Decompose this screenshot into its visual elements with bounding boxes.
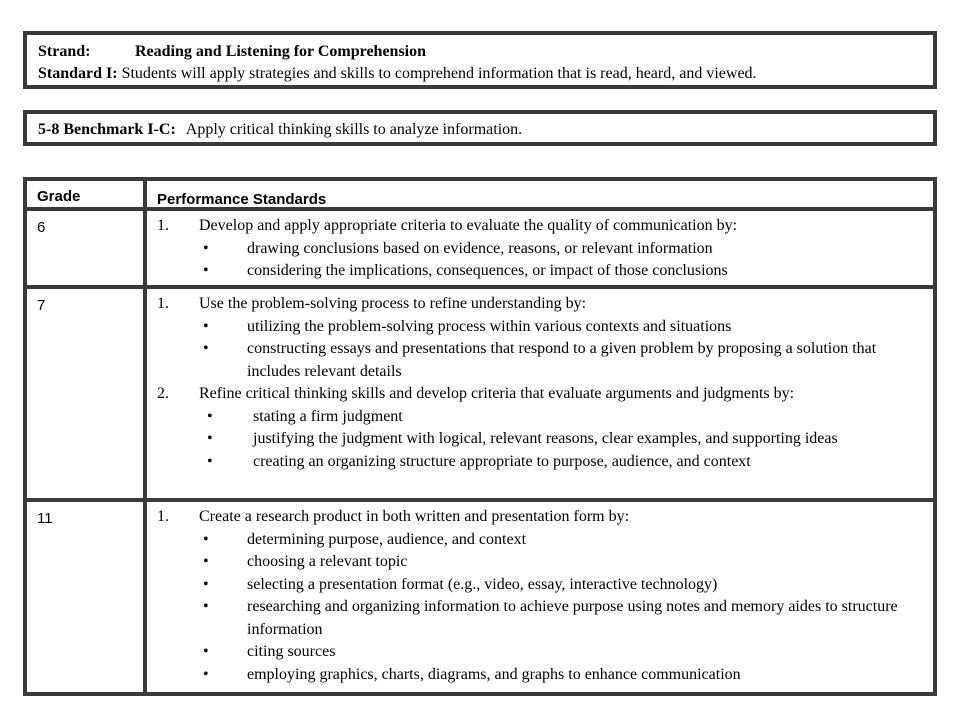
grade-cell: 7 (23, 289, 143, 498)
grade-cell: 6 (23, 211, 143, 285)
strand-line (38, 41, 923, 63)
benchmark-text: Apply critical thinking skills to analyze information. (185, 121, 523, 138)
bullet-icon: • (203, 530, 209, 548)
bullet-text: drawing conclusions based on evidence, reasons, or relevant information (247, 239, 713, 257)
bullet-item (157, 406, 933, 429)
bullet-text: considering the implications, consequences, or impact of those conclusions (247, 262, 728, 279)
strand-box (23, 31, 937, 89)
standard-label: Standard I: (38, 65, 118, 82)
item-text: Refine critical thinking skills and develop criteria that evaluate arguments and judgments by: (199, 385, 795, 402)
bullet-icon: • (207, 430, 213, 447)
item-number: 2. (157, 385, 169, 402)
bullet-text: justifying the judgment with logical, relevant reasons, clear examples, and supporting ideas (253, 430, 838, 447)
bullet-item (157, 664, 933, 687)
table-row (23, 285, 937, 502)
bullet-item (157, 428, 933, 451)
table-row (23, 207, 937, 289)
bullet-text: selecting a presentation format (e.g., video, essay, interactive technology) (247, 575, 718, 593)
standard-item (157, 293, 933, 316)
grade-cell: 11 (23, 502, 143, 692)
bullet-text: stating a firm judgment (253, 407, 403, 425)
header-performance-standards: Performance Standards (143, 181, 933, 207)
bullet-icon: • (203, 262, 209, 279)
bullet-text: creating an organizing structure appropriate to purpose, audience, and context (253, 452, 751, 470)
benchmark-label: 5-8 Benchmark I-C: (38, 121, 176, 138)
item-number: 1. (157, 217, 169, 234)
bullet-text: utilizing the problem-solving process within various contexts and situations (247, 317, 732, 335)
bullet-icon: • (203, 665, 209, 683)
item-number: 1. (157, 508, 169, 525)
item-number: 1. (157, 295, 169, 312)
bullet-text: researching and organizing information to achieve purpose using notes and memory aides to structure information (247, 598, 898, 638)
standard-item (157, 506, 933, 529)
strand-label: Strand: (38, 43, 91, 60)
standards-cell (143, 502, 933, 692)
bullet-item (157, 529, 933, 552)
bullet-text: constructing essays and presentations that respond to a given problem by proposing a solution that includes relevant details (247, 340, 877, 380)
bullet-icon: • (203, 317, 209, 335)
bullet-icon: • (207, 407, 213, 425)
bullet-item (157, 551, 933, 574)
bullet-icon: • (203, 553, 209, 570)
bullet-icon: • (203, 239, 209, 257)
table-row (23, 498, 937, 696)
bullet-icon: • (203, 598, 209, 615)
standard-text: Students will apply strategies and skills to comprehend information that is read, heard, and viewed. (121, 65, 757, 82)
standards-cell (143, 289, 933, 498)
bullet-icon: • (203, 575, 209, 593)
header-grade: Grade (23, 181, 143, 207)
bullet-item (157, 338, 933, 383)
bullet-text: choosing a relevant topic (247, 553, 408, 570)
standard-line (38, 63, 923, 85)
bullet-text: employing graphics, charts, diagrams, and graphs to enhance communication (247, 665, 741, 683)
item-text: Use the problem-solving process to refine understanding by: (199, 295, 587, 312)
bullet-text: citing sources (247, 643, 336, 660)
bullet-text: determining purpose, audience, and context (247, 530, 527, 548)
standard-item (157, 383, 933, 406)
bullet-item (157, 238, 933, 261)
bullet-icon: • (207, 452, 213, 470)
standard-item (157, 215, 933, 238)
bullet-item (157, 451, 933, 474)
bullet-item (157, 596, 933, 641)
table-header (23, 177, 937, 211)
bullet-item (157, 316, 933, 339)
bullet-item (157, 641, 933, 664)
item-text: Develop and apply appropriate criteria to evaluate the quality of communication by: (199, 217, 738, 234)
benchmark-box (23, 110, 937, 146)
bullet-item (157, 574, 933, 597)
bullet-icon: • (203, 340, 209, 357)
standards-cell (143, 211, 933, 285)
strand-title: Reading and Listening for Comprehension (135, 43, 427, 60)
bullet-item (157, 260, 933, 283)
item-text: Create a research product in both written and presentation form by: (199, 508, 630, 525)
bullet-icon: • (203, 643, 209, 660)
